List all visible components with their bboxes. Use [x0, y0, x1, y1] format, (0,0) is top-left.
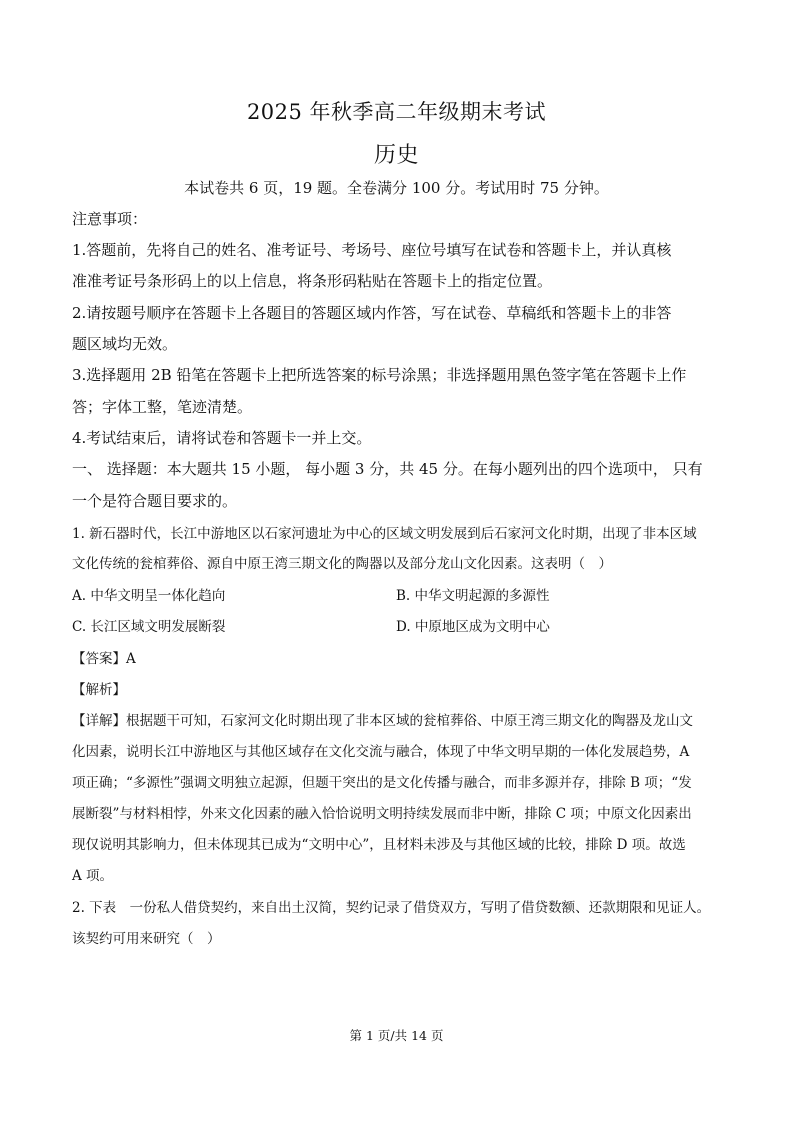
question-1-stem: 1. 新石器时代，长江中游地区以石家河遗址为中心的区域文明发展到后石家河文化时期，出现了非本区域 [72, 526, 697, 542]
question-1-option-b: B. 中华文明起源的多源性 [396, 588, 550, 604]
exam-info: 本试卷共 6 页，19 题。全卷满分 100 分。考试用时 75 分钟。 [184, 179, 609, 197]
question-1-detail: 化因素，说明长江中游地区与其他区域存在文化交流与融合，体现了中华文明早期的一体化发展趋势，A [72, 744, 690, 760]
notice-line: 3.选择题用 2B 铅笔在答题卡上把所选答案的标号涂黑；非选择题用黑色签字笔在答题卡上作 [72, 366, 687, 384]
question-1-option-a: A. 中华文明呈一体化趋向 [72, 588, 226, 604]
question-1-detail: 现仅说明其影响力，但未体现其已成为“文明中心”，且材料未涉及与其他区域的比较，排除 D 项。故选 [72, 837, 686, 853]
question-1-detail: 项正确；“多源性”强调文明独立起源，但题干突出的是文化传播与融合，而非多源并存，排除 B 项；“发 [72, 775, 692, 791]
question-1-stem: 文化传统的瓮棺葬俗、源自中原王湾三期文化的陶器以及部分龙山文化因素。这表明（ ） [72, 556, 612, 572]
question-1-option-d: D. 中原地区成为文明中心 [396, 619, 550, 635]
question-1-detail: 【详解】根据题干可知，石家河文化时期出现了非本区域的瓮棺葬俗、中原王湾三期文化的陶器及龙山文 [72, 713, 693, 729]
notice-line: 4.考试结束后，请将试卷和答题卡一并上交。 [72, 429, 372, 447]
question-1-option-c: C. 长江区域文明发展断裂 [72, 619, 226, 635]
question-1-detail: 展断裂”与材料相悖，外来文化因素的融入恰恰说明文明持续发展而非中断，排除 C 项；中原文化因素出 [72, 806, 692, 822]
notice-line: 2.请按题号顺序在答题卡上各题目的答题区域内作答，写在试卷、草稿纸和答题卡上的非答 [72, 304, 672, 322]
exam-title: 2025 年秋季高二年级期末考试 [246, 100, 547, 124]
question-1-answer: 【答案】A [72, 651, 136, 667]
question-1-analysis-label: 【解析】 [72, 682, 126, 698]
notice-line: 答；字体工整，笔迹清楚。 [72, 398, 253, 416]
notice-line: 题区域均无效。 [72, 335, 178, 353]
page-footer: 第 1 页/共 14 页 [349, 1028, 444, 1043]
section-heading: 一个是符合题目要求的。 [72, 492, 238, 510]
question-2-stem: 2. 下表 一份私人借贷契约，来自出土汉简，契约记录了借贷双方，写明了借贷数额、还款期限和见证人。 [72, 900, 711, 916]
question-1-detail: A 项。 [72, 868, 114, 884]
section-heading: 一、 选择题：本大题共 15 小题， 每小题 3 分，共 45 分。在每小题列出的四个选项中， 只有 [72, 460, 703, 478]
notice-heading: 注意事项： [72, 210, 148, 228]
question-2-stem: 该契约可用来研究（ ） [72, 931, 221, 947]
subject-title: 历史 [373, 143, 419, 168]
notice-line: 准准考证号条形码上的以上信息，将条形码粘贴在答题卡上的指定位置。 [72, 272, 553, 290]
notice-line: 1.答题前，先将自己的姓名、准考证号、考场号、座位号填写在试卷和答题卡上，并认真核 [72, 241, 672, 259]
